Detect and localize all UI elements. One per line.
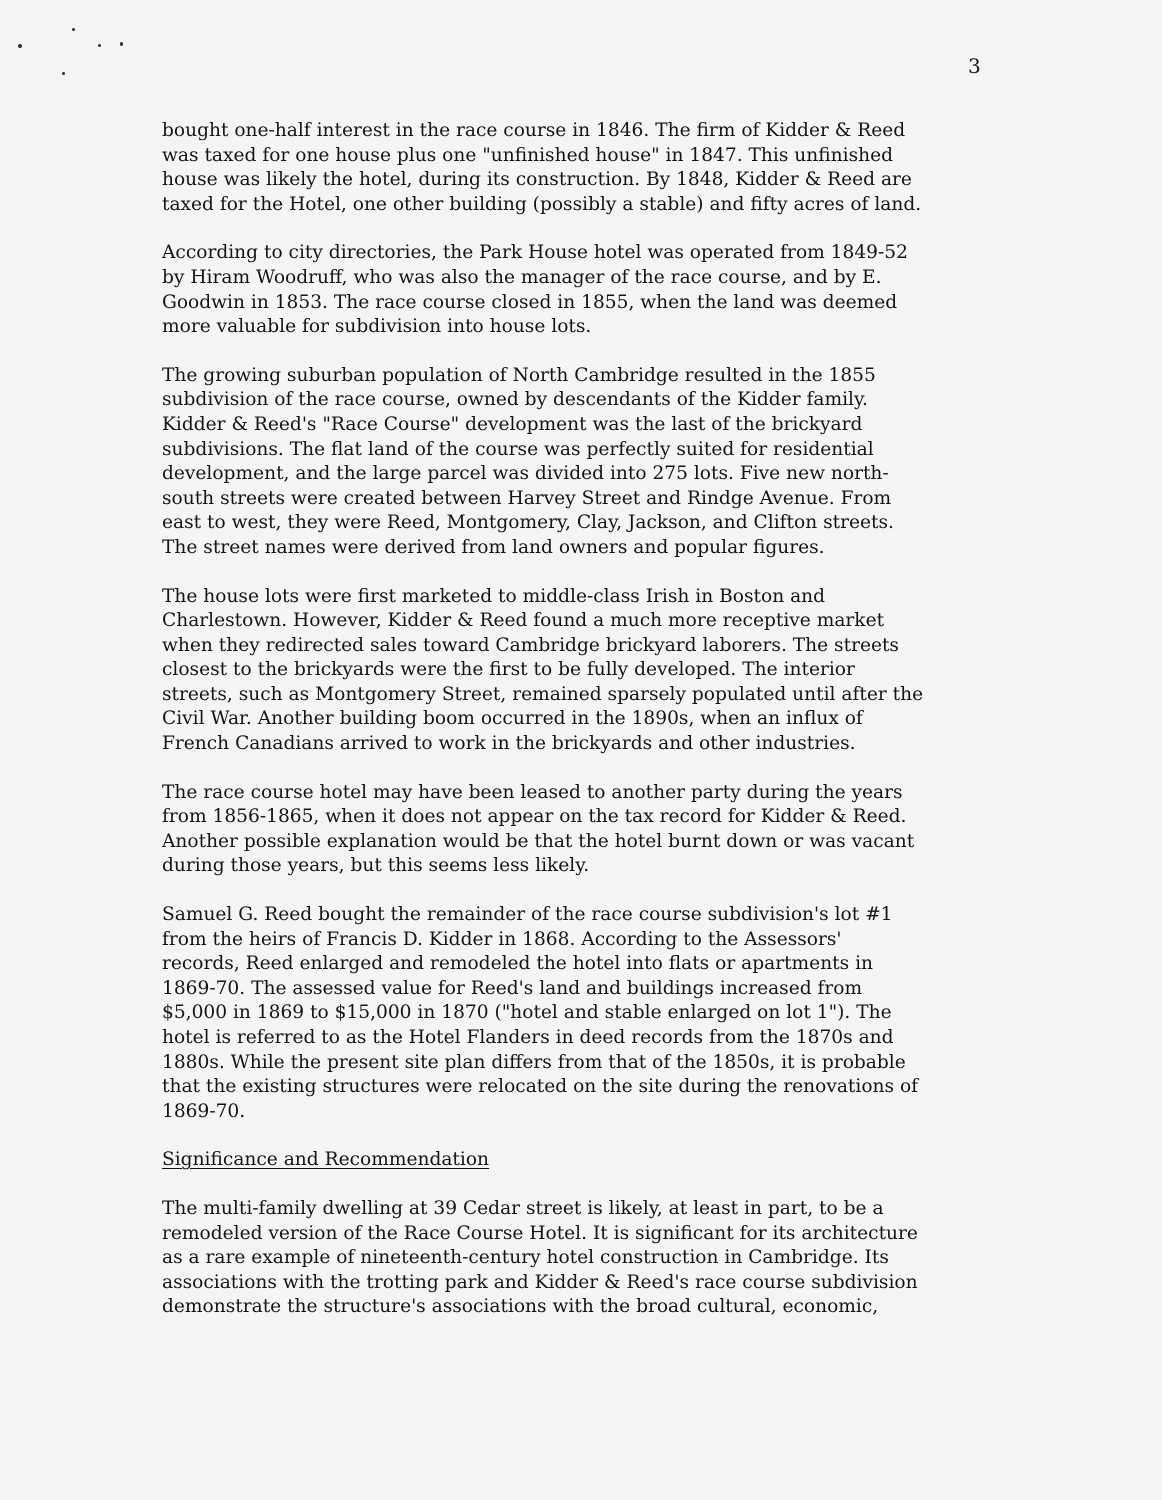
- text-line: taxed for the Hotel, one other building (possibly a stable) and fifty acres of land.: [162, 193, 922, 215]
- text-line: more valuable for subdivision into house lots.: [162, 316, 592, 338]
- text-line: Another possible explanation would be that the hotel burnt down or was vacant: [162, 830, 915, 852]
- paragraph: [162, 364, 992, 561]
- text-line: was taxed for one house plus one "unfinished house" in 1847. This unfinished: [162, 144, 893, 166]
- scan-speck: [18, 44, 22, 48]
- text-line: Samuel G. Reed bought the remainder of the race course subdivision's lot #1: [162, 904, 893, 926]
- text-line: that the existing structures were relocated on the site during the renovations of: [162, 1076, 919, 1098]
- text-line: closest to the brickyards were the first to be fully developed. The interior: [162, 659, 855, 681]
- text-line: from the heirs of Francis D. Kidder in 1868. According to the Assessors': [162, 928, 842, 950]
- text-line: The street names were derived from land owners and popular figures.: [162, 536, 825, 558]
- scan-speck: [72, 28, 75, 31]
- text-line: by Hiram Woodruff, who was also the manager of the race course, and by E.: [162, 266, 882, 288]
- text-line: The house lots were first marketed to middle-class Irish in Boston and: [162, 585, 826, 607]
- text-line: records, Reed enlarged and remodeled the hotel into flats or apartments in: [162, 953, 874, 975]
- scan-speck: [62, 72, 65, 75]
- text-line: streets, such as Montgomery Street, remained sparsely populated until after the: [162, 683, 924, 705]
- paragraph: [162, 781, 992, 879]
- text-line: demonstrate the structure's associations with the broad cultural, economic,: [162, 1296, 879, 1318]
- text-line: remodeled version of the Race Course Hotel. It is significant for its architecture: [162, 1222, 918, 1244]
- text-line: $5,000 in 1869 to $15,000 in 1870 ("hotel and stable enlarged on lot 1"). The: [162, 1002, 892, 1024]
- text-line: when they redirected sales toward Cambridge brickyard laborers. The streets: [162, 634, 899, 656]
- paragraph: [162, 1197, 992, 1320]
- page-number: 3: [968, 54, 981, 78]
- paragraph: [162, 241, 992, 339]
- text-line: Charlestown. However, Kidder & Reed found a much more receptive market: [162, 610, 885, 632]
- text-line: Kidder & Reed's "Race Course" development was the last of the brickyard: [162, 413, 863, 435]
- text-line: south streets were created between Harvey Street and Rindge Avenue. From: [162, 487, 892, 509]
- paragraph: [162, 585, 992, 757]
- text-line: Goodwin in 1853. The race course closed in 1855, when the land was deemed: [162, 291, 898, 313]
- text-line: French Canadians arrived to work in the brickyards and other industries.: [162, 733, 856, 755]
- text-line: The multi-family dwelling at 39 Cedar street is likely, at least in part, to be a: [162, 1197, 884, 1219]
- text-line: subdivision of the race course, owned by descendants of the Kidder family.: [162, 389, 868, 411]
- text-line: The race course hotel may have been leased to another party during the years: [162, 781, 903, 803]
- document-body: [162, 119, 992, 1320]
- text-line: According to city directories, the Park House hotel was operated from 1849-52: [162, 242, 908, 264]
- text-line: associations with the trotting park and Kidder & Reed's race course subdivision: [162, 1271, 918, 1293]
- paragraph: [162, 903, 992, 1124]
- text-line: The growing suburban population of North Cambridge resulted in the 1855: [162, 364, 876, 386]
- section-heading: Significance and Recommendation: [162, 1149, 490, 1171]
- text-line: hotel is referred to as the Hotel Flanders in deed records from the 1870s and: [162, 1027, 894, 1048]
- scan-speck: [120, 42, 123, 46]
- text-line: as a rare example of nineteenth-century hotel construction in Cambridge. Its: [162, 1247, 889, 1269]
- text-line: subdivisions. The flat land of the course was perfectly suited for residential: [162, 438, 874, 460]
- text-line: during those years, but this seems less likely.: [162, 855, 590, 877]
- text-line: Civil War. Another building boom occurred in the 1890s, when an influx of: [162, 708, 863, 730]
- text-line: 1869-70. The assessed value for Reed's land and buildings increased from: [162, 977, 863, 999]
- text-line: 1869-70.: [162, 1100, 246, 1122]
- text-line: house was likely the hotel, during its construction. By 1848, Kidder & Reed are: [162, 169, 912, 191]
- scan-speck: [98, 44, 101, 47]
- text-line: 1880s. While the present site plan differs from that of the 1850s, it is probable: [162, 1051, 906, 1073]
- paragraph: [162, 119, 992, 217]
- text-line: from 1856-1865, when it does not appear on the tax record for Kidder & Reed.: [162, 806, 907, 828]
- text-line: east to west, they were Reed, Montgomery, Clay, Jackson, and Clifton streets.: [162, 512, 894, 534]
- text-line: development, and the large parcel was divided into 275 lots. Five new north-: [162, 463, 889, 485]
- text-line: bought one-half interest in the race course in 1846. The firm of Kidder & Reed: [162, 120, 906, 141]
